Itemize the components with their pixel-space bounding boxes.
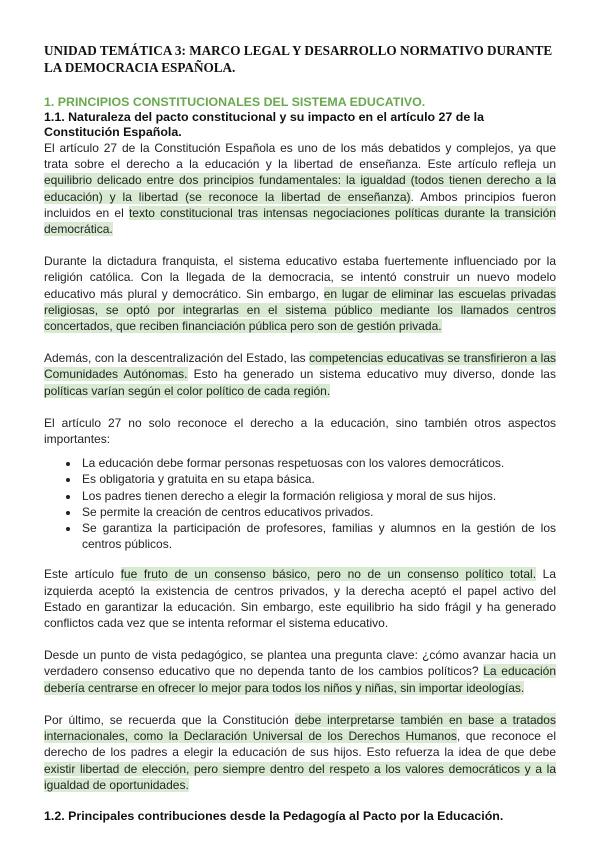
text: Esto ha generado un sistema educativo muy diverso, donde las — [187, 367, 556, 382]
highlight: políticas varían según el color político de cada región. — [44, 383, 331, 398]
text: Desde un punto de vista pedagógico, se plantea una pregunta clave: ¿cómo avanzar hacia un verdadero consenso educativo que no dependa tanto de los cambios políticos? — [44, 648, 556, 679]
text: Además, con la descentralización del Estado, las — [44, 351, 310, 366]
paragraph-4: El artículo 27 no solo reconoce el derecho a la educación, sino también otros aspectos importantes: — [44, 415, 556, 447]
subsection-1-2-heading: 1.2. Principales contribuciones desde la Pedagogía al Pacto por la Educación. — [44, 808, 504, 823]
paragraph-1 — [44, 140, 556, 237]
bullet-list — [44, 455, 556, 552]
text: Durante la dictadura franquista, el sistema educativo estaba fuertemente influenciado por la religión católica. Con la llegada de la democracia, se intentó construir un nuevo modelo educativo más plural y democrático. Sin embargo, — [44, 254, 556, 301]
highlight: en lugar de eliminar las escuelas privadas religiosas, se optó por integrarlas en el sistema público mediante los llamados centros concertados, que reciben financiación pública pero son de gestión privada. — [44, 286, 556, 334]
text: El artículo 27 de la Constitución Española es uno de los más debatidos y complejos, ya que trata sobre el derecho a la educación y la libertad de enseñanza. Este artículo refleja un — [44, 141, 556, 172]
text: Por último, se recuerda que la Constitución — [44, 712, 295, 727]
highlight: fue fruto de un consenso básico, pero no de un consenso político total. — [120, 567, 537, 582]
text: Este artículo — [44, 567, 121, 582]
unit-title: UNIDAD TEMÁTICA 3: MARCO LEGAL Y DESARROLLO NORMATIVO DURANTE LA DEMOCRACIA ESPAÑOLA. — [44, 43, 553, 75]
paragraph-3 — [44, 350, 556, 399]
highlight: debe interpretarse también en base a tratados internacionales, como la Declaración Universal de los Derechos Humanos — [44, 712, 556, 744]
list-item: • Los padres tienen derecho a elegir la formación religiosa y moral de sus hijos. — [80, 488, 556, 504]
list-item: • Se permite la creación de centros educativos privados. — [80, 504, 556, 520]
text: La izquierda aceptó la existencia de centros privados, y la derecha aceptó el papel activo del Estado en garantizar la educación. Sin embargo, este equilibrio ha sido frágil y ha generado conflictos cada vez que se intenta reformar el sistema educativo. — [44, 567, 556, 631]
highlight: La educación debería centrarse en ofrecer lo mejor para todos los niños y niñas, sin importar ideologías. — [44, 664, 556, 695]
paragraph-7 — [44, 712, 556, 793]
subsection-1-1-heading: 1.1. Naturaleza del pacto constitucional y su impacto en el artículo 27 de la Constitución Española. — [44, 110, 485, 139]
highlight: existir libertad de elección, pero siempre dentro del respeto a los valores democráticos y a la igualdad de oportunidades. — [44, 761, 556, 792]
text: . Ambos principios fueron incluidos en el — [44, 189, 556, 220]
list-item: • Se garantiza la participación de profesores, familias y alumnos en la gestión de los centros públicos. — [80, 520, 556, 552]
highlight: competencias educativas se transfirieron a las Comunidades Autónomas. — [44, 351, 556, 382]
section-1-heading: 1. PRINCIPIOS CONSTITUCIONALES DEL SISTEMA EDUCATIVO. — [44, 95, 426, 109]
highlight: texto constitucional tras intensas negociaciones políticas durante la transición democrática. — [44, 205, 556, 237]
list-item: • La educación debe formar personas respetuosas con los valores democráticos. — [80, 455, 556, 471]
list-item: • Es obligatoria y gratuita en su etapa básica. — [80, 471, 556, 487]
paragraph-6 — [44, 647, 556, 696]
paragraph-2 — [44, 253, 556, 334]
text: , que reconoce el derecho de los padres a elegir la educación de sus hijos. Esto refuerza la idea de que debe — [44, 729, 556, 760]
paragraph-5 — [44, 566, 556, 631]
highlight: equilibrio delicado entre dos principios fundamentales: la igualdad (todos tienen derecho a la educación) y la libertad (se reconoce la libertad de enseñanza) — [44, 173, 556, 204]
